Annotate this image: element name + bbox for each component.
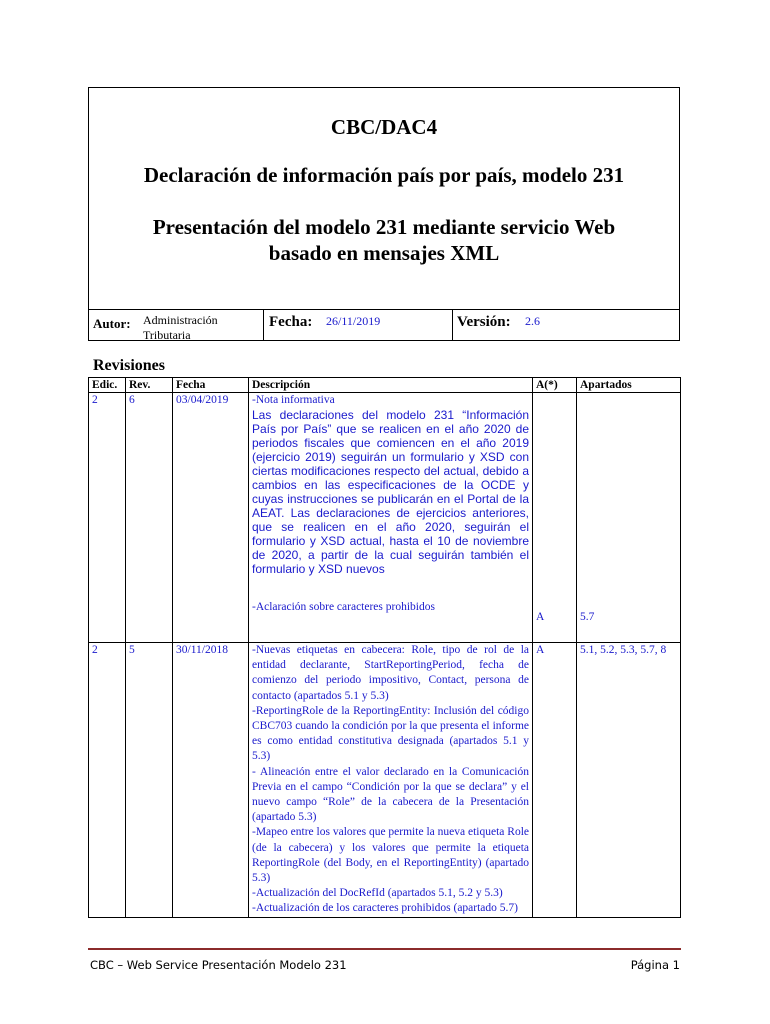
info-separator	[263, 309, 264, 340]
cell-descripcion	[249, 393, 533, 643]
page-number: Página 1	[630, 958, 680, 972]
version-label: Versión:	[457, 314, 511, 330]
col-header-apartados: Apartados	[577, 378, 681, 393]
table-row	[89, 643, 681, 918]
cell-a: A	[533, 643, 577, 918]
autor-value-line1: Administración	[143, 313, 218, 327]
col-header-descripcion: Descripción	[249, 378, 533, 393]
table-row	[89, 393, 681, 643]
revisions-heading: Revisiones	[93, 357, 165, 374]
col-header-rev: Rev.	[126, 378, 173, 393]
footer-title: CBC – Web Service Presentación Modelo 231	[90, 958, 347, 972]
cell-rev: 5	[126, 643, 173, 918]
cell-rev: 6	[126, 393, 173, 643]
desc-item: -Actualización del DocRefId (apartados 5.1, 5.2 y 5.3)	[252, 887, 503, 900]
col-header-a: A(*)	[533, 378, 577, 393]
doc-title: Declaración de información país por país, modelo 231	[143, 163, 625, 187]
info-separator	[452, 309, 453, 340]
cell-fecha: 30/11/2018	[173, 643, 249, 918]
info-divider	[89, 309, 679, 310]
autor-value-line2: Tributaria	[143, 328, 191, 342]
doc-subtitle-line1: Presentación del modelo 231 mediante servicio Web	[152, 215, 616, 239]
desc-item: -ReportingRole de la ReportingEntity: Inclusión del código CBC703 cuando la condición por la que presenta el informe es como entidad constitutiva designada (apartados 5.1 y 5.3)	[252, 704, 529, 763]
cell-edic: 2	[89, 393, 126, 643]
cell-descripcion	[249, 643, 533, 918]
col-header-edic: Edic.	[89, 378, 126, 393]
desc-item: - Alineación entre el valor declarado en la Comunicación Previa en el campo “Condición por la que se declara” y el nuevo campo “Role” de la cabecera de la Presentación (apartado 5.3)	[252, 765, 529, 824]
cell-apartados-value: 5.7	[580, 610, 595, 623]
desc-item: -Mapeo entre los valores que permite la nueva etiqueta Role (de la cabecera) y los valores que permite la etiqueta ReportingRole (del Body, en el ReportingEntity) (apartado 5.3)	[252, 826, 529, 885]
desc-paragraph: Las declaraciones del modelo 231 “Información País por País” que se realicen en el año 2020 de periodos fiscales que comiencen en el año 2019 (ejercicio 2019) seguirán un formulario y XSD con ciertas modificaciones respecto del actual, debido a cambios en las especificaciones de la OCDE y cuyas instrucciones se publicarán en el Portal de la AEAT. Las declaraciones de ejercicios anteriores, que se realicen en el año 2020, seguirán el formulario y XSD actual, hasta el 10 de noviembre de 2020, a partir de la cual seguirán también el formulario y XSD nuevos	[252, 408, 529, 577]
fecha-value: 26/11/2019	[326, 314, 381, 328]
cell-a-value: A	[536, 610, 545, 623]
fecha-label: Fecha:	[269, 314, 313, 330]
desc-line: -Nota informativa	[252, 394, 335, 406]
doc-subtitle	[89, 214, 679, 266]
cell-a	[533, 393, 577, 643]
desc-item: -Nuevas etiquetas en cabecera: Role, tipo de rol de la entidad declarante, StartReportingPeriod, fecha de comienzo del periodo impositivo, Contact, persona de contacto (apartados 5.1 y 5.3)	[252, 644, 529, 702]
footer-rule	[88, 948, 681, 950]
col-header-fecha: Fecha	[173, 378, 249, 393]
cell-apartados: 5.1, 5.2, 5.3, 5.7, 8	[577, 643, 681, 918]
doc-subtitle-line2: basado en mensajes XML	[268, 241, 500, 265]
cell-apartados	[577, 393, 681, 643]
revisions-table	[88, 377, 681, 918]
cell-fecha: 03/04/2019	[173, 393, 249, 643]
cell-edic: 2	[89, 643, 126, 918]
desc-line: -Aclaración sobre caracteres prohibidos	[252, 601, 435, 614]
desc-item: -Actualización de los caracteres prohibidos (apartado 5.7)	[252, 902, 518, 915]
autor-label: Autor:	[93, 316, 131, 331]
title-box	[88, 87, 680, 341]
table-header-row	[89, 378, 681, 393]
version-value: 2.6	[525, 314, 540, 328]
doc-code: CBC/DAC4	[330, 115, 438, 139]
